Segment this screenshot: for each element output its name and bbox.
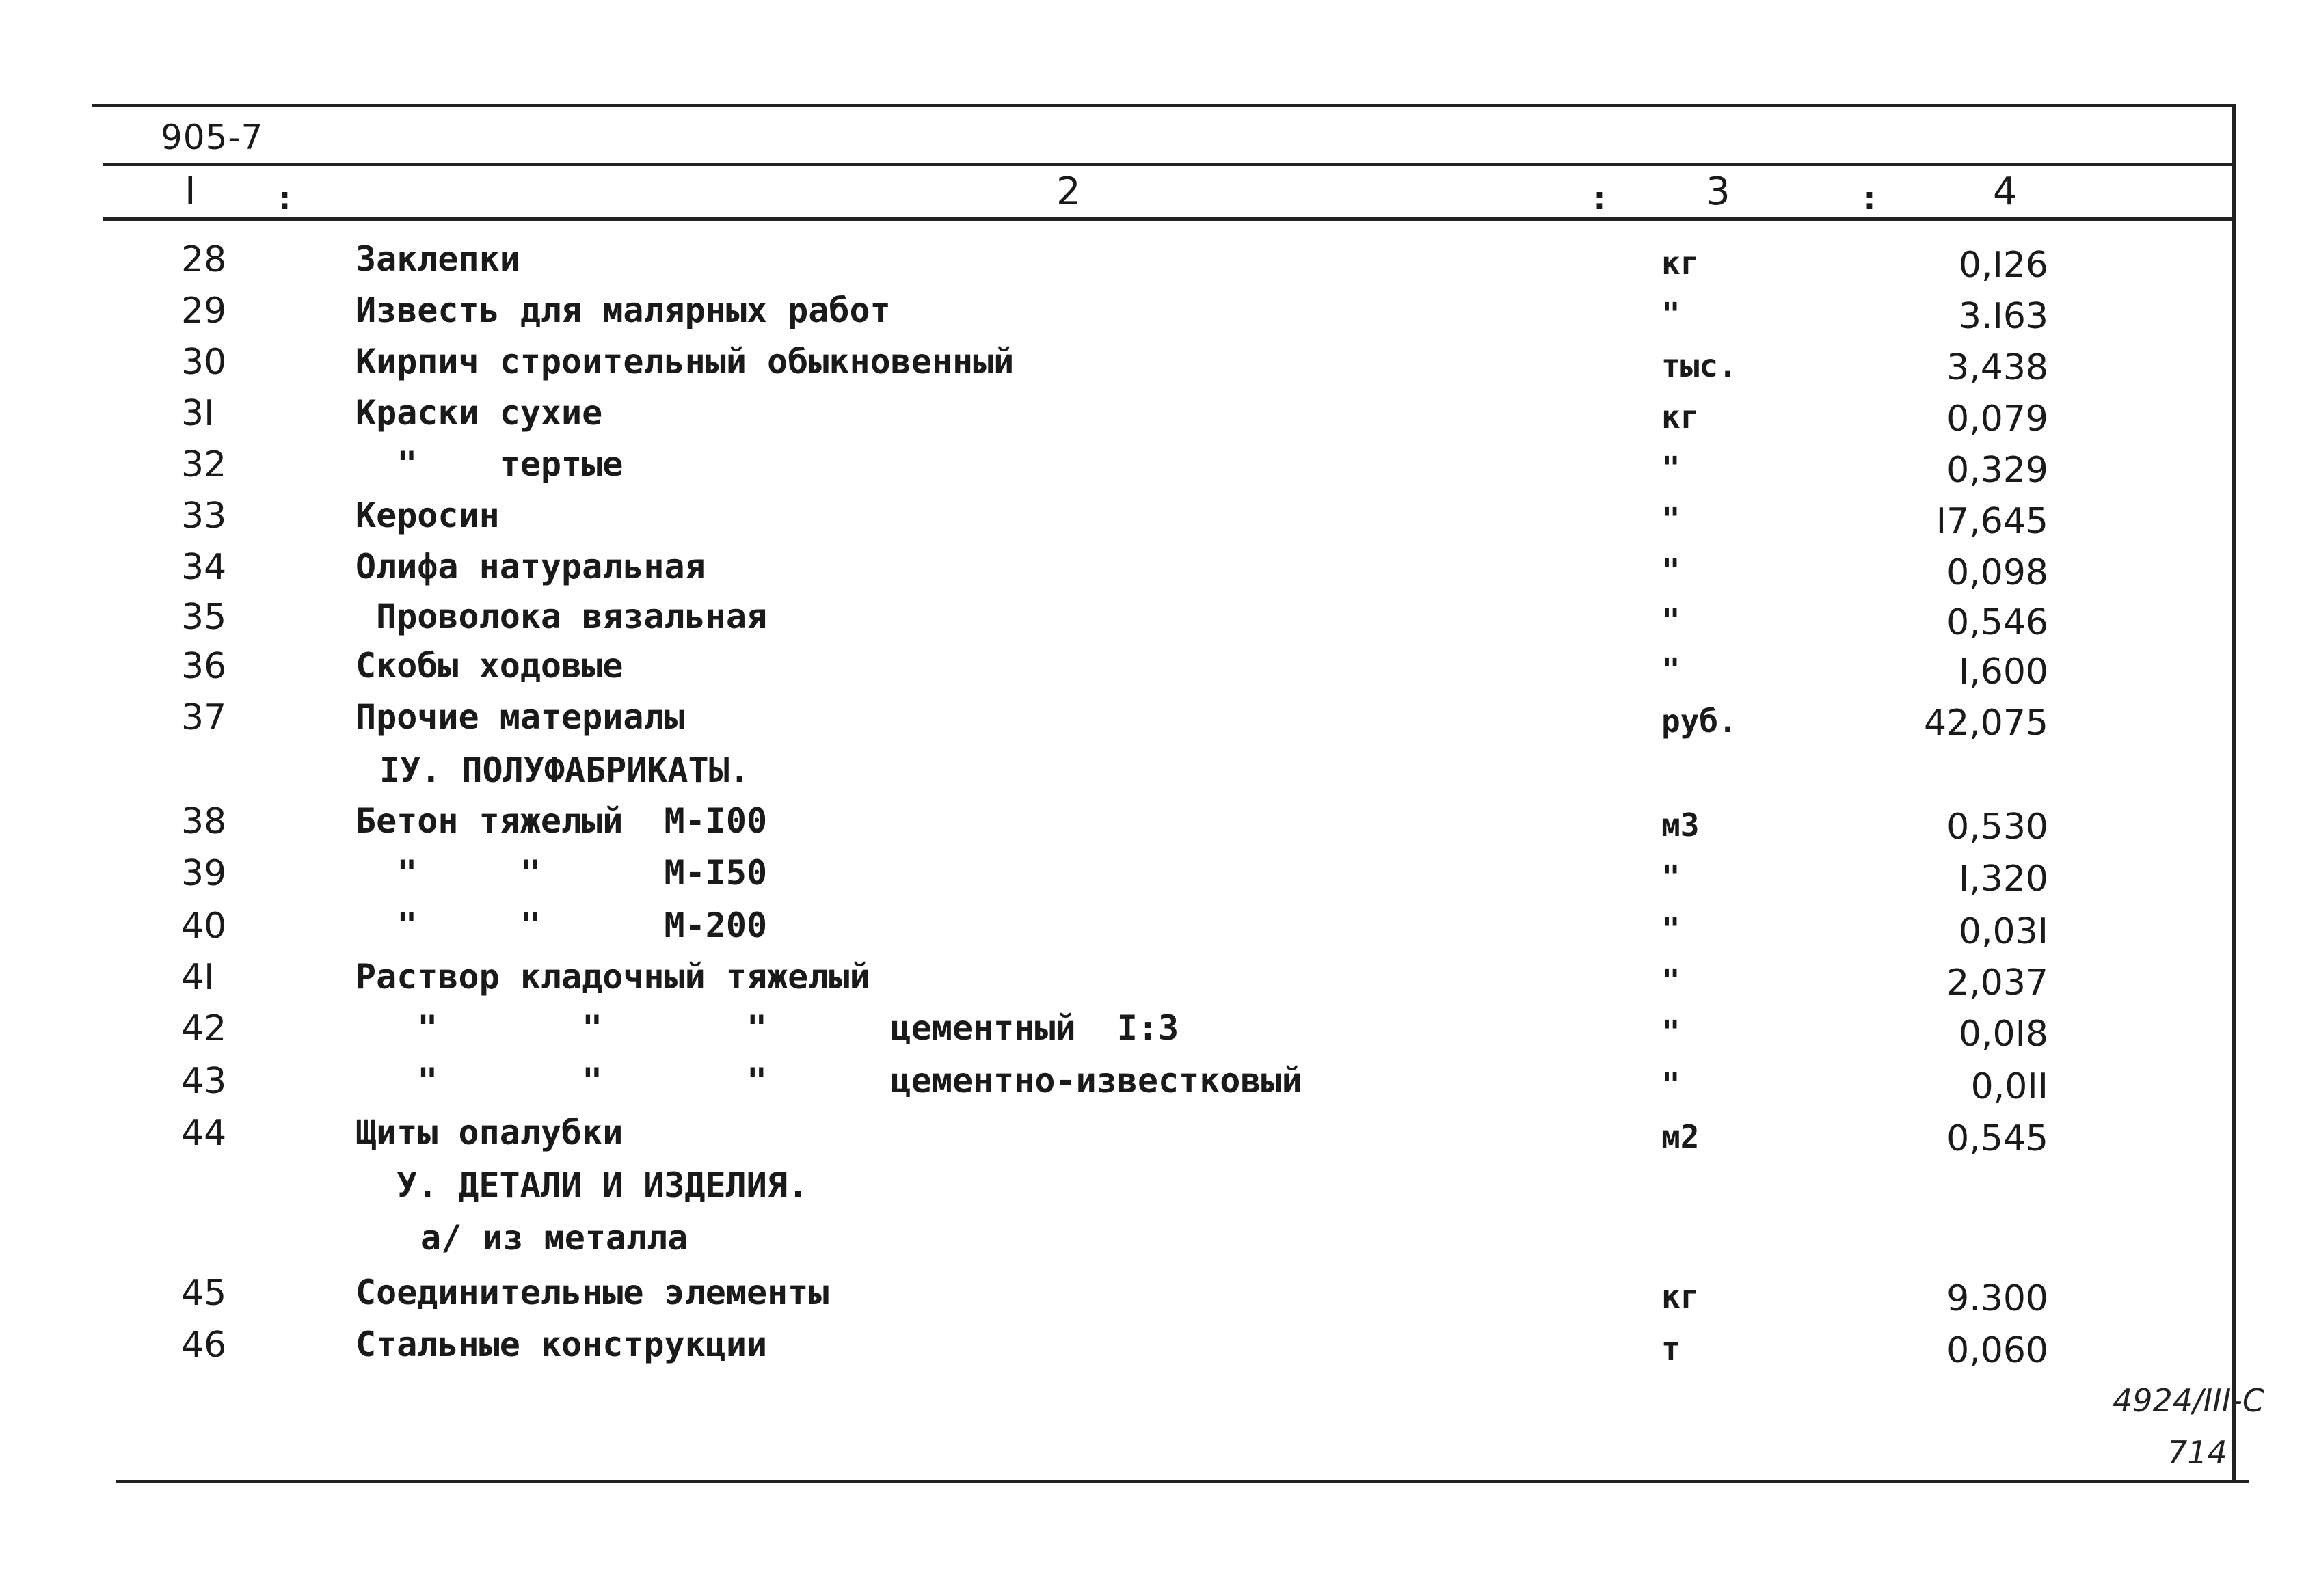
row-number: 46 [181, 1325, 227, 1366]
row-material-name: Краски сухие [356, 393, 603, 433]
row-quantity: 0,098 [1946, 552, 2048, 593]
row-material-name: " " " цементно-известковый [356, 1061, 1302, 1100]
row-number: 33 [181, 496, 227, 537]
row-quantity: 0,I26 [1958, 245, 2048, 286]
row-material-name: Бетон тяжелый М-I00 [356, 801, 768, 841]
row-unit: " [1661, 911, 1680, 948]
table-row [0, 1273, 2317, 1323]
row-quantity: 0,546 [1946, 602, 2048, 643]
row-quantity: 0,545 [1946, 1118, 2048, 1159]
row-quantity: 0,060 [1946, 1330, 2048, 1371]
row-quantity: 3,438 [1946, 347, 2048, 388]
column-header-1: I [185, 170, 196, 214]
row-quantity: I,320 [1958, 858, 2048, 900]
row-quantity: 0,530 [1946, 807, 2048, 848]
column-header-2: 2 [1056, 170, 1081, 214]
row-unit: м2 [1661, 1118, 1700, 1155]
row-number: 43 [181, 1061, 227, 1102]
column-separator-1: : [275, 179, 295, 217]
row-material-name: " " " цементный I:3 [356, 1008, 1179, 1048]
row-unit: " [1661, 552, 1680, 589]
row-number: 44 [181, 1113, 227, 1154]
table-row [0, 906, 2317, 956]
table-row [0, 1061, 2317, 1111]
section-heading-parts: У. ДЕТАЛИ И ИЗДЕЛИЯ. [397, 1165, 809, 1205]
row-number: 39 [181, 853, 227, 894]
row-unit: тыс. [1661, 347, 1737, 384]
row-number: 36 [181, 646, 227, 687]
document-code: 905-7 [161, 118, 264, 157]
row-quantity: 0,079 [1946, 398, 2048, 439]
row-material-name: Раствор кладочный тяжелый [356, 957, 870, 997]
row-number: 32 [181, 444, 227, 485]
row-quantity: 2,037 [1946, 962, 2048, 1003]
row-unit: м3 [1661, 807, 1700, 843]
row-unit: " [1661, 501, 1680, 538]
row-number: 29 [181, 290, 227, 332]
row-material-name: Соединительные элементы [356, 1273, 829, 1312]
archive-stamp-sheet: 714 [2167, 1434, 2227, 1471]
header-top-line [103, 163, 2236, 166]
row-quantity: 9.300 [1946, 1278, 2048, 1319]
row-number: 30 [181, 342, 227, 383]
row-number: 35 [181, 597, 227, 638]
row-quantity: 3.I63 [1958, 296, 2048, 337]
row-quantity: 0,329 [1946, 450, 2048, 491]
row-material-name: " " М-200 [356, 906, 768, 945]
table-row [0, 290, 2317, 341]
column-separator-3: : [1860, 179, 1879, 217]
table-row [0, 547, 2317, 597]
row-unit: руб. [1661, 703, 1737, 740]
row-unit: кг [1661, 398, 1700, 435]
row-number: 37 [181, 697, 227, 738]
row-number: 3I [181, 393, 215, 434]
row-material-name: Олифа натуральная [356, 547, 706, 586]
row-quantity: I7,645 [1936, 501, 2048, 542]
row-unit: " [1661, 962, 1680, 999]
row-quantity: 42,075 [1924, 703, 2048, 744]
table-row [0, 957, 2317, 1007]
row-material-name: Кирпич строительный обыкновенный [356, 342, 1015, 381]
row-material-name: " тертые [356, 444, 624, 484]
row-material-name: Прочие материалы [356, 697, 685, 737]
row-unit: кг [1661, 1278, 1700, 1315]
bottom-border-line [116, 1480, 2249, 1483]
row-unit: " [1661, 296, 1680, 333]
row-quantity: I,600 [1958, 651, 2048, 692]
row-material-name: Скобы ходовые [356, 646, 624, 686]
archive-stamp-code: 4924/III-C [2113, 1382, 2264, 1419]
row-quantity: 0,03I [1958, 911, 2048, 952]
section-heading-semifinished: IУ. ПОЛУФАБРИКАТЫ. [379, 750, 750, 790]
table-row [0, 444, 2317, 495]
row-unit: " [1661, 450, 1680, 487]
row-material-name: Заклепки [356, 239, 520, 279]
row-material-name: Стальные конструкции [356, 1325, 768, 1364]
row-unit: " [1661, 1014, 1680, 1051]
row-number: 28 [181, 239, 227, 280]
row-number: 42 [181, 1008, 227, 1049]
row-material-name: Известь для малярных работ [356, 290, 891, 330]
row-unit: " [1661, 651, 1680, 688]
table-row [0, 1008, 2317, 1059]
table-row [0, 342, 2317, 392]
table-row [0, 801, 2317, 852]
table-row [0, 393, 2317, 444]
table-row [0, 697, 2317, 748]
row-unit: кг [1661, 245, 1700, 282]
row-quantity: 0,0I8 [1958, 1014, 2048, 1055]
row-number: 38 [181, 801, 227, 842]
row-unit: " [1661, 602, 1680, 639]
header-bottom-line [103, 217, 2236, 221]
row-unit: " [1661, 858, 1680, 895]
table-row [0, 239, 2317, 290]
row-material-name: " " М-I50 [356, 853, 768, 893]
row-unit: т [1661, 1330, 1680, 1367]
row-material-name: Проволока вязальная [356, 597, 768, 636]
row-unit: " [1661, 1066, 1680, 1103]
table-row [0, 1325, 2317, 1375]
row-number: 40 [181, 906, 227, 947]
table-row [0, 1113, 2317, 1163]
row-number: 45 [181, 1273, 227, 1314]
column-separator-2: : [1590, 179, 1609, 217]
table-row [0, 496, 2317, 546]
column-header-3: 3 [1706, 170, 1730, 214]
row-number: 34 [181, 547, 227, 588]
row-quantity: 0,0II [1970, 1066, 2048, 1107]
subsection-heading-metal: а/ из металла [420, 1218, 688, 1258]
table-row [0, 597, 2317, 647]
table-row [0, 646, 2317, 696]
row-material-name: Щиты опалубки [356, 1113, 624, 1152]
row-number: 4I [181, 957, 215, 998]
table-row [0, 853, 2317, 904]
column-header-4: 4 [1993, 170, 2018, 214]
top-border-line [92, 104, 2236, 107]
row-material-name: Керосин [356, 496, 500, 535]
